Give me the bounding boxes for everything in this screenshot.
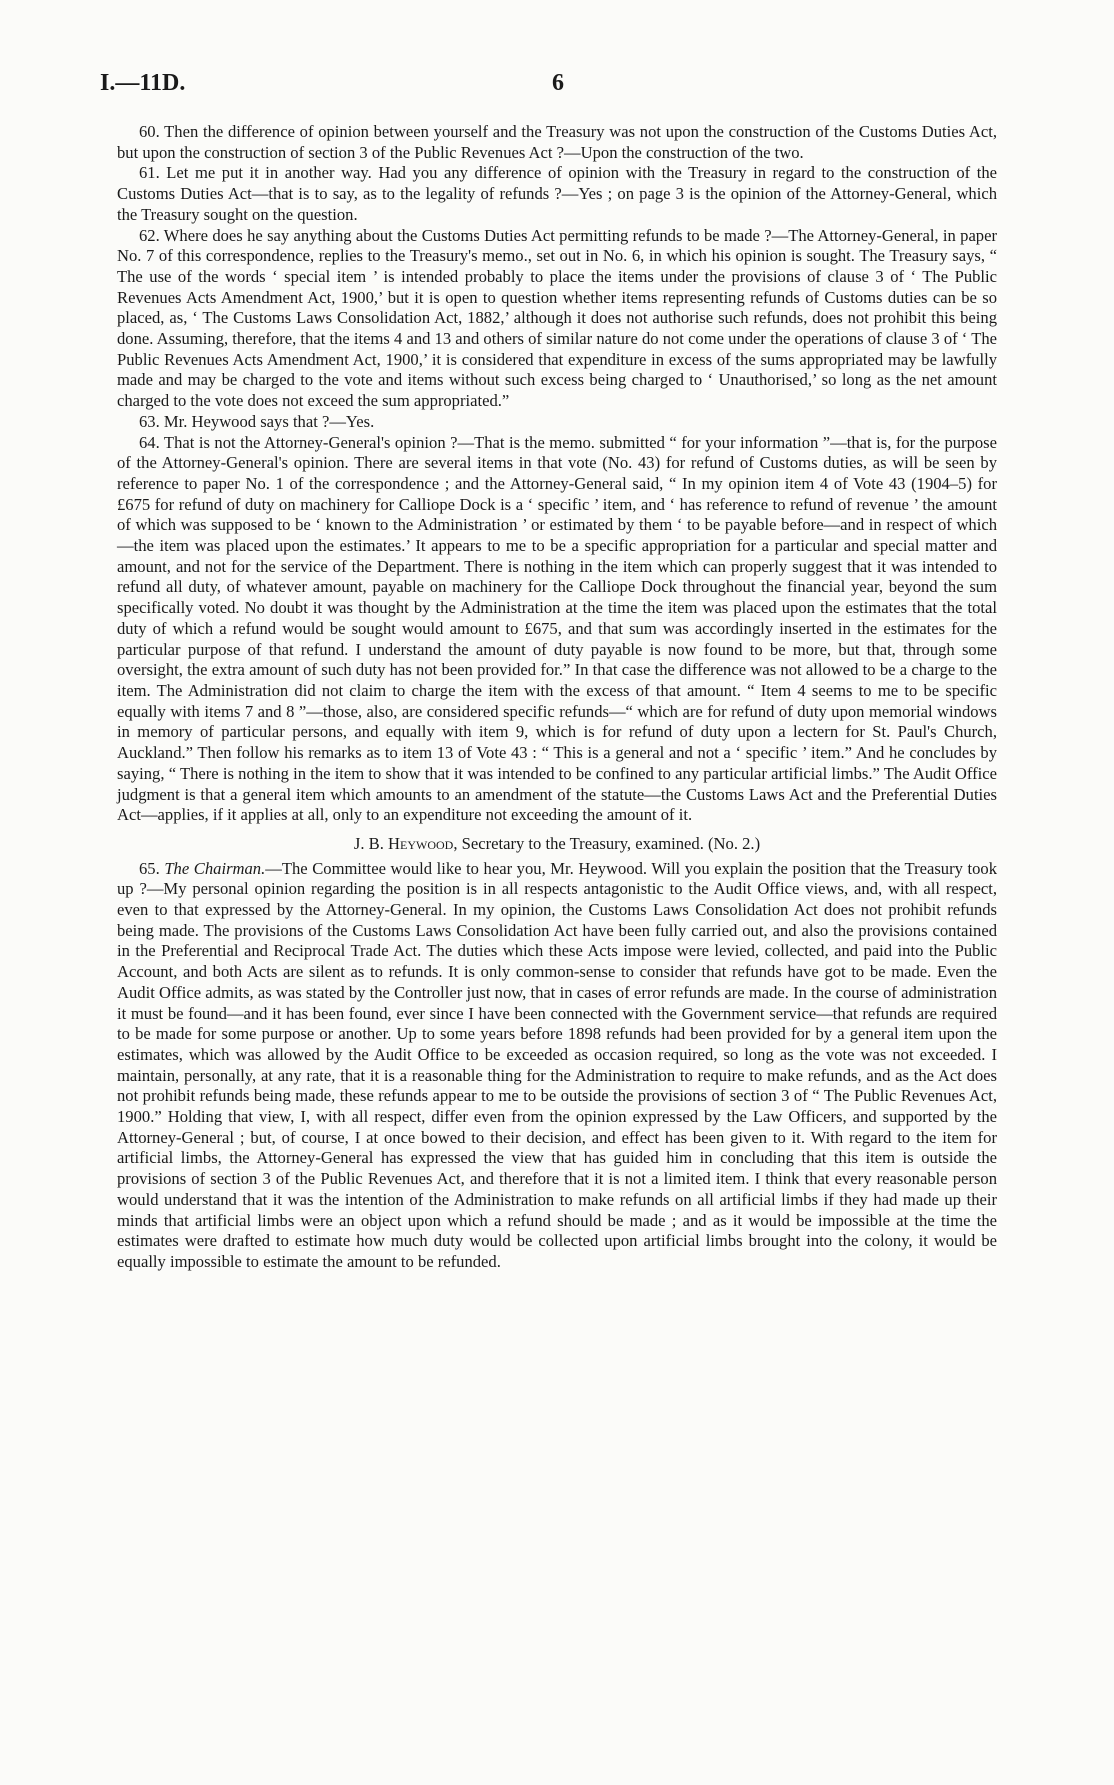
paragraph-60: 60. Then the difference of opinion between yourself and the Treasury was not upon the construction of the Customs Duties Act, but upon the construction of section 3 of the Public Revenues Act ?—Upon the construction of the two. <box>117 122 997 162</box>
paragraph-62: 62. Where does he say anything about the Customs Duties Act permitting refunds to be made ?—The Attorney-General, in paper No. 7 of this correspondence, replies to the Treasury's memo., set out in No. 6, in which his opinion is sought. The Treasury says, “ The use of the words ‘ special item ’ is intended probably to place the items under the provisions of clause 3 of ‘ The Public Revenues Acts Amendment Act, 1900,’ but it is open to question whether items representing refunds of Customs duties can be so placed, as, ‘ The Customs Laws Consolidation Act, 1882,’ although it does not authorise such refunds, does not prohibit this being done. Assuming, therefore, that the items 4 and 13 and others of similar nature do not come under the operations of clause 3 of ‘ The Public Revenues Acts Amendment Act, 1900,’ it is considered that expenditure in excess of the sums appropriated may be lawfully made and may be charged to the vote and items without such excess being charged to ‘ Unauthorised,’ so long as the net amount charged to the vote does not exceed the sum appropriated.” <box>117 225 997 411</box>
document-body <box>117 122 997 1273</box>
paragraph-64: 64. That is not the Attorney-General's opinion ?—That is the memo. submitted “ for your information ”—that is, for the purpose of the Attorney-General's opinion. There are several items in that vote (No. 43) for refund of Customs duties, as will be seen by reference to paper No. 1 of the correspondence ; and the Attorney-General said, “ In my opinion item 4 of Vote 43 (1904–5) for £675 for refund of duty on machinery for Calliope Dock is a ‘ specific ’ item, and ‘ has reference to refund of revenue ’ the amount of which was supposed to be ‘ known to the Administration ’ or estimated by them ‘ to be payable before—and in respect of which—the item was placed upon the estimates.’ It appears to me to be a specific appropriation for a particular and special matter and amount, and not for the service of the Department. There is nothing in the item which can properly suggest that it was intended to refund all duty, of whatever amount, payable on machinery for the Calliope Dock throughout the financial year, beyond the sum specifically voted. No doubt it was thought by the Administration at the time the item was placed upon the estimates that the total duty of which a refund would be sought would amount to £675, and that sum was accordingly inserted in the estimates for the particular purpose of that refund. I understand the amount of duty payable is now found to be more, but that, through some oversight, the extra amount of such duty has not been provided for.” In that case the difference was not allowed to be a charge to the item. The Administration did not claim to charge the item with the excess of that amount. “ Item 4 seems to me to be specific equally with items 7 and 8 ”—those, also, are considered specific refunds—“ which are for refund of duty upon memorial windows in memory of particular persons, and equally with item 9, which is for refund of duty upon a lectern for St. Paul's Church, Auckland.” Then follow his remarks as to item 13 of Vote 43 : “ This is a general and not a ‘ specific ’ item.” And he concludes by saying, “ There is nothing in the item to show that it was intended to be confined to any particular artificial limbs.” The Audit Office judgment is that a general item which amounts to an amendment of the statute—the Customs Laws Act and the Preferential Duties Act—applies, if it applies at all, only to an expenditure not exceeding the amount of it. <box>117 432 997 825</box>
paragraph-65-number: 65. <box>139 858 160 878</box>
paragraph-61: 61. Let me put it in another way. Had you any difference of opinion with the Treasury in regard to the construction of the Customs Duties Act—that is to say, as to the legality of refunds ?—Yes ; on page 3 is the opinion of the Attorney-General, which the Treasury sought on the question. <box>117 163 997 224</box>
witness-role: , Secretary to the Treasury, examined. (No. 2.) <box>453 833 761 853</box>
paragraph-65-text: —The Committee would like to hear you, Mr. Heywood. Will you explain the position that the Treasury took up ?—My personal opinion regarding the position is in all respects antagonistic to the Audit Office views, and, with all respect, even to that expressed by the Attorney-General. In my opinion, the Customs Laws Consolidation Act does not prohibit refunds being made. The provisions of the Customs Laws Consolidation Act have been fully carried out, and also the provisions contained in the Preferential and Reciprocal Trade Act. The duties which these Acts impose were levied, collected, and paid into the Public Account, and both Acts are silent as to refunds. It is only common-sense to consider that refunds have got to be made. Even the Audit Office admits, as was stated by the Controller just now, that in cases of error refunds are made. In the course of administration it must be found—and it has been found, ever since I have been connected with the Government service—that refunds are required to be made for some purpose or another. Up to some years before 1898 refunds had been provided for by a general item upon the estimates, which was allowed by the Audit Office to be exceeded as occasion required, so long as the vote was not exceeded. I maintain, personally, at any rate, that it is a reasonable thing for the Administration to require to make refunds, and as the Act does not prohibit refunds being made, these refunds appear to me to be outside the provisions of section 3 of “ The Public Revenues Act, 1900.” Holding that view, I, with all respect, differ even from the opinion expressed by the Law Officers, and supported by the Attorney-General ; but, of course, I at once bowed to their decision, and effect has been given to it. With regard to the item for artificial limbs, the Attorney-General has expressed the view that has guided him in concluding that this item is outside the provisions of section 3 of the Public Revenues Act, and therefore that it is not a limited item. I think that every reasonable person would understand that it was the intention of the Administration to make refunds on all artificial limbs if they had made up their minds that artificial limbs were an object upon which a refund should be made ; and as it would be impossible at the time the estimates were drafted to estimate how much duty would be collected upon artificial limbs brought into the colony, it would be equally impossible to estimate the amount to be refunded. <box>117 858 998 1271</box>
page-header <box>100 70 1014 104</box>
paper-reference: I.—11D. <box>100 70 186 96</box>
speaker-label: The Chairman. <box>164 858 266 878</box>
paragraph-63: 63. Mr. Heywood says that ?—Yes. <box>139 411 375 431</box>
witness-name: J. B. Heywood <box>353 833 454 853</box>
paragraph-65 <box>117 859 997 1273</box>
witness-heading <box>117 834 997 855</box>
page-number: 6 <box>552 70 564 96</box>
